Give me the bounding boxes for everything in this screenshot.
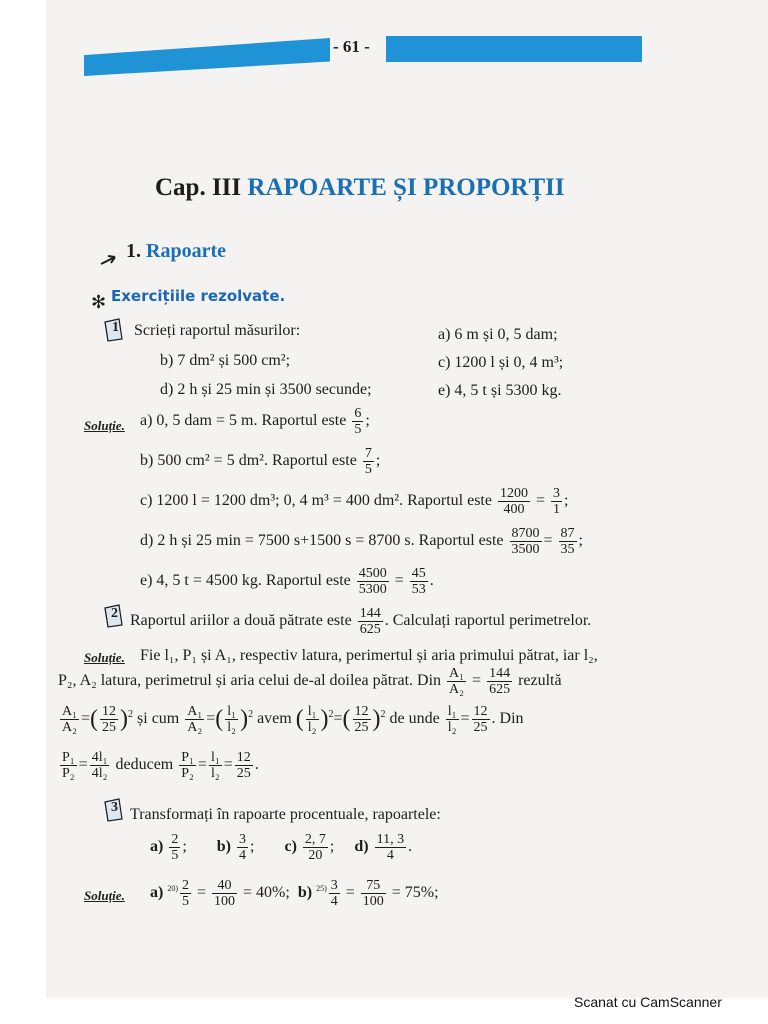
solution-3-items: a) $^{20)}$ $\frac{2}{5}$ = $\frac{40}{100}$ = 40%; b) $^{25)}$ $\frac{3}{4}$ = $\frac{75}{100}$ = 75%; [150,878,439,909]
exercise-2-number: 2 [111,606,118,621]
ex3-d-label: d) [354,838,369,856]
sol3-a-num2: 40 [212,878,237,894]
exercise-1-intro: Scrieți raportul măsurilor: [134,322,301,339]
solution-1-d-num1: 8700 [511,526,540,541]
solution-1-c-num2: 3 [553,486,560,501]
frac-l1-c: l₁ [447,704,457,719]
sol3-a-result: = 40%; [243,884,290,902]
solution-1-c-text: c) 1200 l = 1200 dm³; 0, 4 m³ = 400 dm². Raportul este [140,492,492,510]
solution-1-e-text: e) 4, 5 t = 4500 kg. Raportul este [140,572,351,590]
exercise-2-text1: Raportul ariilor a două pătrate este [130,612,352,630]
sol3-b-den: 4 [330,894,338,909]
solution-1-d-den2: 35 [560,542,575,557]
header-band-right [386,36,642,62]
frac-P2-b: P₂ [181,766,194,781]
sol3-a-mark: 20) [167,883,178,893]
frac-12-d: 12 [236,750,251,765]
chapter-prefix: Cap. III [155,174,242,201]
ex3-b-den: 4 [239,848,247,863]
frac-l1-b: l₁ [307,704,317,719]
solution-2-line3: $\frac{\text{A₁}}{\text{A₂}}$ =( $\frac{12}{25}$ )$^2$ și cum $\frac{\text{A₁}}{\text{A₂}}$ =( $\frac{\text{l₁}}{\text{l₂}}$ )$^2$ avem ( $\frac{\text{l₁}}{\text{l₂}}$ )$^2$=( $\frac{12}{25}$ )$^2$ de unde $\frac{\text{l₁}}{\text{l₂}}$ = $\frac{12}{25}$ . Din [62,704,524,735]
frac-A1-c: A₁ [187,704,203,719]
ex3-d-num: 11, 3 [376,832,405,847]
exercise-2-text2: . Calculați raportul perimetrelor. [384,612,592,630]
solution-1-c-den1: 400 [503,502,525,517]
solution-1-d-den1: 3500 [511,542,540,557]
sol3-a-num: 2 [182,878,189,893]
section-number: 1. [126,240,141,262]
page-number: - 61 - [333,37,370,56]
sol3-b-den2: 100 [362,894,384,909]
sol3-a-den: 5 [182,894,189,909]
solution-2-line4: $\frac{\text{P₁}}{\text{P₂}}$ = $\frac{\text{4l₁}}{\text{4l₂}}$ deducem $\frac{\text{P₁}}{\text{P₂}}$ = $\frac{\text{l₁}}{\text{l₂}}$ = $\frac{12}{25}$ . [62,750,259,781]
frac-P1-b: P₁ [181,750,194,765]
frac-A1-b: A₁ [62,704,77,719]
solution-2-de-unde: de unde [389,710,440,728]
sol3-b-result: = 75%; [391,884,439,902]
solution-2-avem: avem [257,710,292,728]
solution-1-b-den: 5 [364,462,372,477]
solution-1-e-num1: 4500 [358,566,387,581]
ex3-c-num: 2, 7 [304,832,326,847]
solution-1-c: c) 1200 l = 1200 dm³; 0, 4 m³ = 400 dm². Raportul este $\frac{1200}{400}$ = $\frac{3}{1}$ ; [140,486,569,517]
solution-2-line2-text: P₂, A₂ latura, perimetrul și aria celui de-al doilea pătrat. Din [58,672,442,690]
frac-25-d: 25 [236,766,251,781]
exercise-3-number: 3 [111,800,118,815]
frac-l1: l₁ [227,704,237,719]
frac-A2-b: A₂ [62,720,77,735]
exercise-1-badge-icon [102,318,124,347]
frac-l2-d: l₂ [210,766,220,781]
solution-2-deducem: deducem [115,756,174,774]
sol3-a-den2: 100 [214,894,236,909]
solution-1-b-text: b) 500 cm² = 5 dm². Raportul este [140,452,357,470]
solution-2-din: . Din [491,710,524,728]
solution-1-e-num2: 45 [411,566,426,581]
solution-2-si-cum: și cum [137,710,180,728]
chapter-title [155,174,565,202]
exercise-2-num: 144 [359,606,381,621]
ex3-c-den: 20 [308,848,323,863]
scanner-watermark: Scanat cu CamScanner [574,994,722,1010]
section-title: Rapoarte [146,240,226,262]
ex3-d-den: 4 [386,848,394,863]
frac-25: 25 [102,720,117,735]
solution-2-line2: P₂, A₂ latura, perimetrul și aria celui de-al doilea pătrat. Din $\frac{\text{A₁}}{\text{A₂}}$ = $\frac{144}{625}$ rezultă [58,666,562,697]
frac-A2: A₂ [449,682,465,697]
section-arrow-icon [100,252,118,271]
solution-1-a-text: a) 0, 5 dam = 5 m. Raportul este [140,412,347,430]
frac-4l2: 4l₂ [91,766,108,781]
exercise-3-intro: Transformați în rapoarte procentuale, rapoartele: [130,806,441,823]
exercise-1-number: 1 [112,320,119,335]
solution-2-label: Soluție. [84,650,125,665]
ex3-a-den: 5 [171,848,179,863]
frac-l2: l₂ [227,720,237,735]
solution-2-rezulta: rezultă [518,672,562,690]
solution-1-c-den2: 1 [553,502,560,517]
solution-1-e: e) 4, 5 t = 4500 kg. Raportul este $\frac{4500}{5300}$ = $\frac{45}{53}$ . [140,566,434,597]
ex3-a-label: a) [150,838,164,856]
solution-1-b: b) 500 cm² = 5 dm². Raportul este $\frac{7}{5}$ ; [140,446,381,477]
chapter-name: RAPOARTE ȘI PROPORȚII [247,174,565,201]
frac-l2-c: l₂ [447,720,457,735]
solution-1-d: d) 2 h și 25 min = 7500 s+1500 s = 8700 s. Raportul este $\frac{8700}{3500}$ = $\frac{87}{35}$ ; [140,526,583,557]
solution-1-e-den2: 53 [411,582,426,597]
exercise-2-badge-icon [102,604,124,633]
frac-A1: A₁ [449,666,465,681]
solution-1-a-den: 5 [354,422,362,437]
frac-12-c: 12 [473,704,488,719]
frac-l2-b: l₂ [307,720,317,735]
solution-1-d-num2: 87 [560,526,575,541]
sol3-b-mark: 25) [316,883,327,893]
solution-1-a: a) 0, 5 dam = 5 m. Raportul este $\frac{6}{5}$ ; [140,406,370,437]
frac-625: 625 [489,682,511,697]
exercise-2-den: 625 [359,622,381,637]
frac-P1: P₁ [62,750,75,765]
frac-25-b: 25 [354,720,369,735]
ex3-a-num: 2 [171,832,179,847]
solution-1-c-num1: 1200 [499,486,528,501]
ex3-b-num: 3 [239,832,247,847]
exercise-1-item-d: d) 2 h și 25 min și 3500 secunde; [160,381,372,398]
section-heading [126,240,226,263]
ex3-c-label: c) [284,838,297,856]
exercise-1-item-b: b) 7 dm² și 500 cm²; [160,352,291,369]
frac-144: 144 [489,666,511,681]
solution-1-a-num: 6 [354,406,362,421]
ex3-b-label: b) [216,838,232,856]
solution-1-e-den1: 5300 [358,582,387,597]
frac-l1-d: l₁ [210,750,220,765]
solution-1-d-text: d) 2 h și 25 min = 7500 s+1500 s = 8700 s. Raportul este [140,532,504,550]
sol3-a-label: a) [150,884,164,902]
frac-25-c: 25 [473,720,488,735]
solution-1-b-num: 7 [364,446,372,461]
sol3-b-num: 3 [330,878,338,893]
solution-3-label: Soluție. [84,888,125,903]
frac-4l1: 4l₁ [91,750,108,765]
exercise-1-item-c: c) 1200 l și 0, 4 m³; [438,354,564,371]
exercises-label: Exercițiile rezolvate. [111,287,286,305]
exercise-3-items: a) $\frac{2}{5}$ ; b) $\frac{3}{4}$ ; c) $\frac{2, 7}{20}$ ; d) $\frac{11, 3}{4}$ . [150,832,413,863]
asterisk-icon: ✻ [91,292,107,312]
frac-P2: P₂ [62,766,75,781]
frac-A2-c: A₂ [187,720,203,735]
solution-2-line1: Fie l₁, P₁ și A₁, respectiv latura, perimertul și aria primului pătrat, iar l₂, [140,647,598,664]
frac-12-b: 12 [354,704,369,719]
exercise-3-badge-icon [102,798,124,827]
sol3-b-label: b) [297,884,313,902]
solution-1-label: Soluție. [84,418,125,433]
exercise-2-text [130,606,591,637]
exercise-1-item-e: e) 4, 5 t și 5300 kg. [438,382,562,399]
frac-12: 12 [102,704,117,719]
sol3-b-num2: 75 [361,878,386,894]
exercise-1-item-a: a) 6 m și 0, 5 dam; [438,326,558,343]
